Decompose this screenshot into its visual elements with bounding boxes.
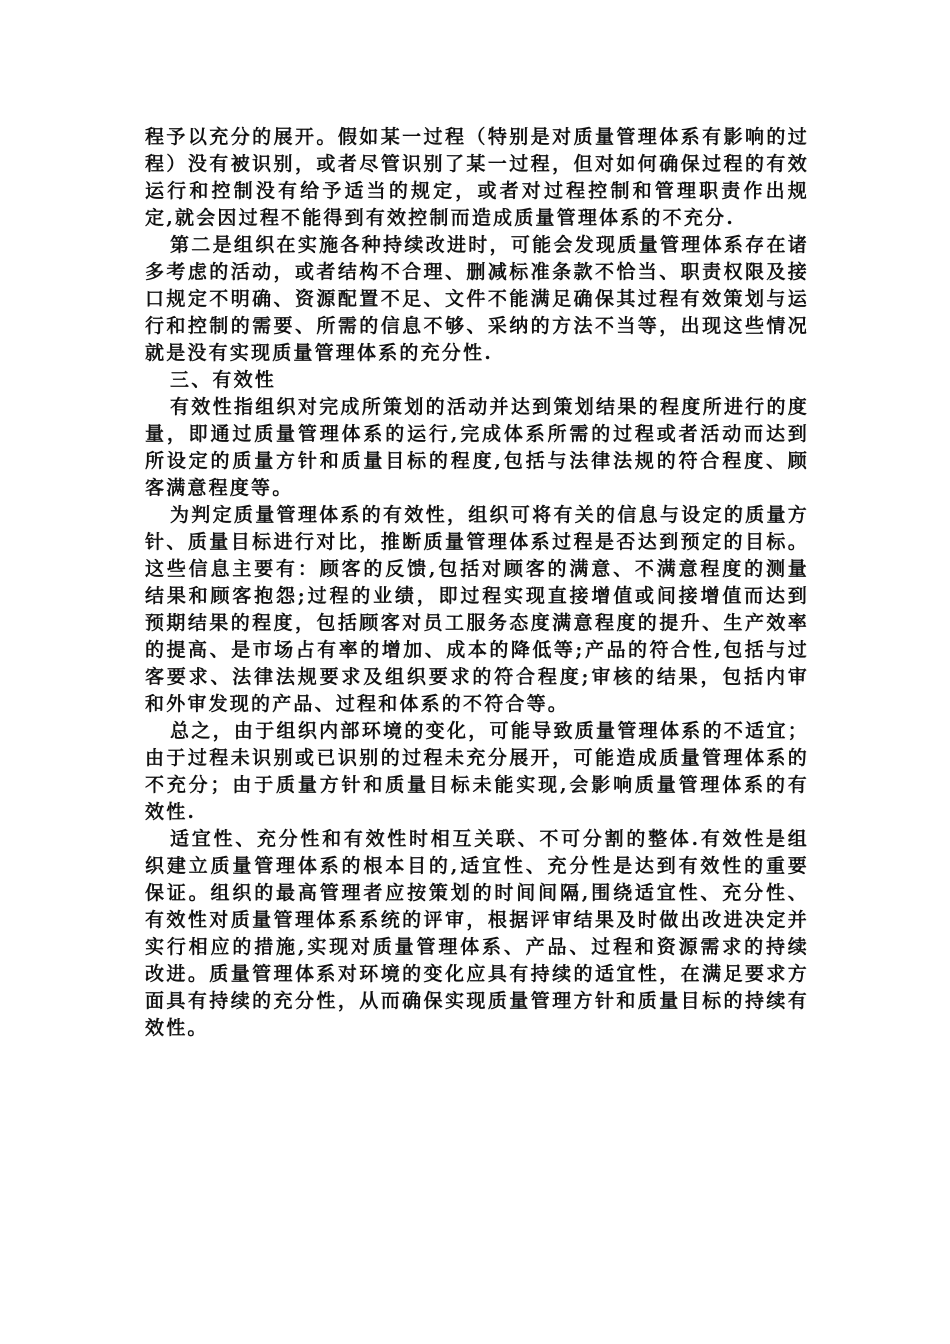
paragraph-second-point: 第二是组织在实施各种持续改进时，可能会发现质量管理体系存在诸多考虑的活动，或者结构不合理、删减标准条款不恰当、职责权限及接口规定不明确、资源配置不足、文件不能满足确保其过程有效策划与运行和控制的需要、所需的信息不够、采纳的方法不当等，出现这些情况就是没有实现质量管理体系的充分性.: [145, 234, 809, 364]
paragraph-summary: 总之，由于组织内部环境的变化，可能导致质量管理体系的不适宜；由于过程未识别或已识别的过程未充分展开，可能造成质量管理体系的不充分；由于质量方针和质量目标未能实现,会影响质量管理体系的有效性.: [145, 720, 809, 823]
paragraph-continuation: 程予以充分的展开。假如某一过程（特别是对质量管理体系有影响的过程）没有被识别，或者尽管识别了某一过程，但对如何确保过程的有效运行和控制没有给予适当的规定，或者对过程控制和管理职责作出规定,就会因过程不能得到有效控制而造成质量管理体系的不充分.: [145, 126, 809, 229]
paragraph-effectiveness-judgement: 为判定质量管理体系的有效性，组织可将有关的信息与设定的质量方针、质量目标进行对比，推断质量管理体系过程是否达到预定的目标。这些信息主要有：顾客的反馈,包括对顾客的满意、不满意程度的测量结果和顾客抱怨;过程的业绩，即过程实现直接增值或间接增值而达到预期结果的程度，包括顾客对员工服务态度满意程度的提升、生产效率的提高、是市场占有率的增加、成本的降低等;产品的符合性,包括与过客要求、法律法规要求及组织要求的符合程度;审核的结果，包括内审和外审发现的产品、过程和体系的不符合等。: [145, 504, 809, 715]
paragraph-conclusion: 适宜性、充分性和有效性时相互关联、不可分割的整体.有效性是组织建立质量管理体系的根本目的,适宜性、充分性是达到有效性的重要保证。组织的最高管理者应按策划的时间间隔,围绕适宜性、充分性、有效性对质量管理体系系统的评审，根据评审结果及时做出改进决定并实行相应的措施,实现对质量管理体系、产品、过程和资源需求的持续改进。质量管理体系对环境的变化应具有持续的适宜性，在满足要求方面具有持续的充分性，从而确保实现质量管理方针和质量目标的持续有效性。: [145, 828, 809, 1039]
document-body: [145, 124, 809, 1042]
section-heading-effectiveness: 三、有效性: [170, 369, 277, 391]
paragraph-effectiveness-definition: 有效性指组织对完成所策划的活动并达到策划结果的程度所进行的度量，即通过质量管理体系的运行,完成体系所需的过程或者活动而达到所设定的质量方针和质量目标的程度,包括与法律法规的符合程度、顾客满意程度等。: [145, 396, 809, 499]
